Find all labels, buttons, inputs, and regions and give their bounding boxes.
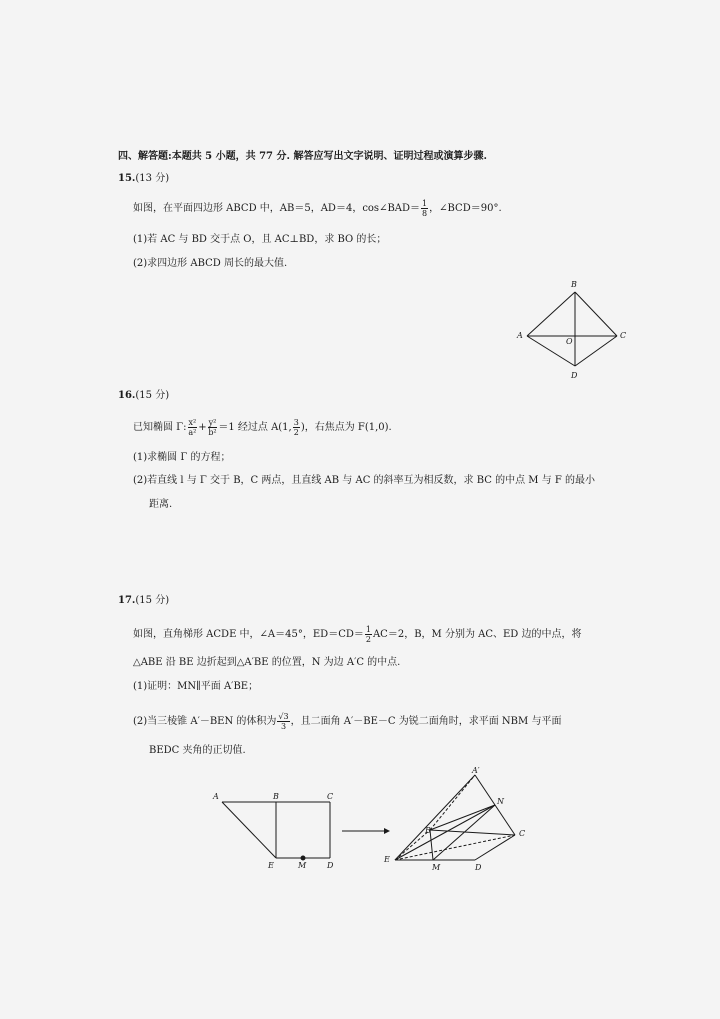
q17-left-label-a: A (213, 792, 219, 801)
q17-number: 17. (118, 595, 136, 606)
q16-frac-x (188, 418, 198, 437)
q15-heading (118, 172, 169, 186)
q17-right-edge-mn (433, 805, 495, 860)
q16-stem-a: 已知椭圆 Γ: (133, 422, 187, 433)
q15-edge-cd (575, 336, 617, 366)
q16-fx-den: a² (188, 428, 197, 437)
q17-part2a-2: ，且二面角 A′－BE－C 为锐二面角时，求平面 NBM 与平面 (290, 716, 562, 727)
q15-part1: (1)若 AC 与 BD 交于点 O，且 AC⊥BD，求 BO 的长； (133, 234, 387, 245)
q16-stem (133, 418, 392, 437)
q15-stem (133, 199, 502, 218)
q17-part2a (133, 712, 561, 731)
q16-part2a: (2)若直线 l 与 Γ 交于 B，C 两点，且直线 AB 与 AC 的斜率互为相反数，求 BC 的中点 M 与 F 的最小 (133, 475, 595, 486)
q15-label-d: D (571, 371, 578, 380)
q17-stem-b: AC＝2，B，M 分别为 AC、ED 边的中点，将 (372, 629, 582, 640)
q17-left-label-m: M (298, 861, 307, 870)
q17-right-dashed-ec (395, 835, 515, 860)
q16-plus: + (198, 422, 207, 433)
q17-part2b: BEDC 夹角的正切值. (149, 745, 246, 756)
q17-half-den: 2 (365, 635, 371, 644)
q17-heading (118, 594, 169, 608)
q16-frac-y (208, 418, 218, 437)
q15-stem-a: 如图，在平面四边形 ABCD 中，AB＝5，AD＝4，cos∠BAD＝ (133, 203, 421, 214)
q17-left-point-m (301, 856, 305, 860)
q15-figure (510, 280, 630, 380)
q15-label-a: A (517, 331, 523, 340)
q16-fy-den: b² (208, 428, 217, 437)
q17-frac-half (365, 625, 372, 644)
q17-part2a-1: (2)当三棱锥 A′－BEN 的体积为 (133, 716, 277, 727)
q17-stem-c: △ABE 沿 BE 边折起到△A′BE 的位置，N 为边 A′C 的中点. (133, 657, 401, 668)
q17-frac-vol (277, 712, 289, 731)
q16-pt-num: 3 (293, 418, 299, 427)
q16-frac-pt (293, 418, 300, 437)
q17-stem-a: 如图，直角梯形 ACDE 中，∠A＝45°，ED＝CD＝ (133, 629, 364, 640)
q15-frac-num: 1 (422, 199, 428, 208)
q15-number: 15. (118, 173, 136, 184)
q16-stem-b: ＝1 经过点 A(1, (218, 422, 292, 433)
section-header: 四、解答题:本题共 5 小题，共 77 分. 解答应写出文字说明、证明过程或演算步骤. (118, 151, 487, 162)
q16-points: (15 分) (135, 390, 170, 401)
q17-right-figure (385, 765, 535, 875)
q15-fraction (421, 199, 428, 218)
q15-edge-bc (575, 292, 617, 336)
q17-right-label-m: M (432, 863, 441, 872)
q17-left-label-d: D (327, 861, 334, 870)
q17-right-label-n: N (497, 797, 504, 806)
q17-vol-num: √3 (278, 712, 289, 721)
q17-right-label-e: E (384, 855, 390, 864)
q15-part2: (2)求四边形 ABCD 周长的最大值. (133, 258, 288, 269)
q15-label-o: O (566, 337, 573, 346)
q15-edge-ab (527, 292, 575, 336)
q15-points: (13 分) (135, 173, 170, 184)
q17-points: (15 分) (135, 595, 170, 606)
q15-frac-den: 8 (422, 209, 428, 218)
q17-left-edge-ea (222, 802, 276, 858)
q17-right-label-c: C (519, 829, 526, 838)
q16-fx-num: x² (188, 418, 197, 427)
q16-part2b: 距离. (149, 499, 173, 510)
q17-half-num: 1 (365, 625, 371, 634)
q17-right-label-b: B (425, 826, 431, 835)
q17-right-label-d: D (475, 863, 482, 872)
q17-stem-line1 (133, 625, 582, 644)
q17-left-label-e: E (268, 861, 274, 870)
q16-number: 16. (118, 390, 136, 401)
q17-right-label-a: A′ (472, 766, 480, 775)
q16-pt-den: 2 (293, 428, 299, 437)
q17-left-label-c: C (327, 792, 334, 801)
q17-left-label-b: B (273, 792, 279, 801)
q16-fy-num: y² (208, 418, 217, 427)
q16-heading (118, 389, 169, 403)
q15-stem-b: ，∠BCD＝90°. (429, 203, 502, 214)
q17-left-figure (210, 790, 340, 870)
q17-vol-den: 3 (280, 722, 287, 731)
q16-stem-c: )，右焦点为 F(1,0). (300, 422, 392, 433)
q17-part1: (1)证明：MN∥平面 A′BE； (133, 681, 259, 692)
transform-arrow (340, 825, 390, 837)
q15-label-b: B (571, 280, 577, 289)
q15-label-c: C (620, 331, 627, 340)
q16-part1: (1)求椭圆 Γ 的方程； (133, 452, 231, 463)
